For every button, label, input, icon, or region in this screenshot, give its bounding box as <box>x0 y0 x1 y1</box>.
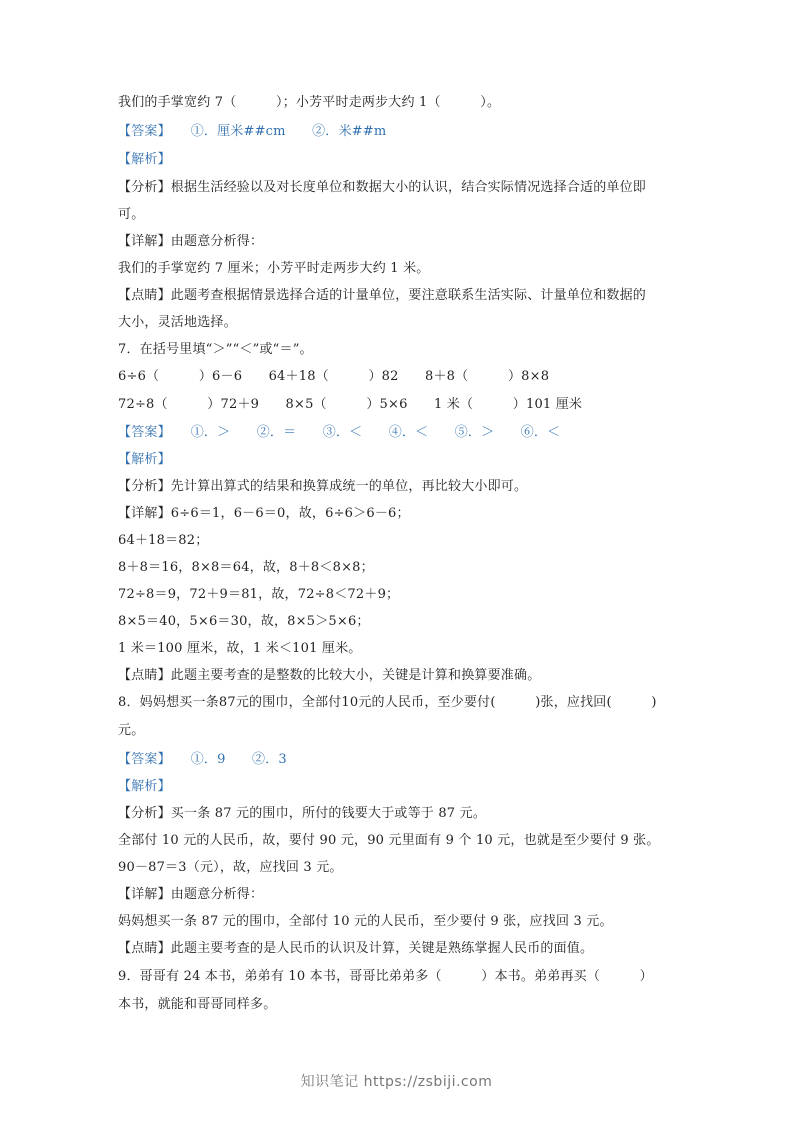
analysis-text-8b: 全部付 10 元的人民币，故，要付 90 元，90 元里面有 9 个 10 元，也就是至少要付 9 张。 <box>118 833 660 848</box>
page-footer-watermark: 知识笔记 https://zsbiji.com <box>300 1074 493 1090</box>
analysis-text-8a: 【分析】买一条 87 元的围巾，所付的钱要大于或等于 87 元。 <box>118 806 487 821</box>
detail-text-7-line-6: 1 米＝100 厘米，故，1 米＜101 厘米。 <box>118 641 362 656</box>
detail-heading-6: 【详解】由题意分析得： <box>118 234 264 249</box>
question-7-title: 7．在括号里填“＞”“＜”或“＝”。 <box>118 342 313 357</box>
question-6-text: 我们的手掌宽约 7（ ）；小芳平时走两步大约 1（ ）。 <box>118 95 501 110</box>
analysis-text-7: 【分析】先计算出算式的结果和换算成统一的单位，再比较大小即可。 <box>118 479 528 494</box>
detail-text-7-line-3: 8＋8＝16，8×8＝64，故，8＋8＜8×8； <box>118 560 374 575</box>
analysis-heading-6: 【解析】 <box>118 152 171 167</box>
analysis-text-6a: 【分析】根据生活经验以及对长度单位和数据大小的认识，结合实际情况选择合适的单位即 <box>118 180 647 195</box>
question-8-text: 8．妈妈想买一条87元的围巾，全部付10元的人民币，至少要付( )张，应找回( ) <box>118 695 657 710</box>
detail-text-7-line-1: 【详解】6÷6＝1，6－6＝0，故，6÷6＞6－6； <box>118 506 410 521</box>
tip-text-7: 【点睛】此题主要考查的是整数的比较大小，关键是计算和换算要准确。 <box>118 668 541 683</box>
detail-text-7-line-5: 8×5＝40，5×6＝30，故，8×5＞5×6； <box>118 614 370 629</box>
detail-text-7-line-4: 72÷8＝9，72＋9＝81，故，72÷8＜72＋9； <box>118 587 400 602</box>
analysis-heading-8: 【解析】 <box>118 779 171 794</box>
analysis-heading-7: 【解析】 <box>118 452 171 467</box>
analysis-text-8c: 90－87＝3（元），故，应找回 3 元。 <box>118 860 343 875</box>
detail-text-8: 妈妈想买一条 87 元的围巾，全部付 10 元的人民币，至少要付 9 张，应找回 3 元。 <box>118 914 613 929</box>
tip-text-8: 【点睛】此题主要考查的是人民币的认识及计算，关键是熟练掌握人民币的面值。 <box>118 941 594 956</box>
question-8-text-cont: 元。 <box>118 723 145 738</box>
analysis-text-6b: 可。 <box>118 207 145 222</box>
tip-text-6a: 【点睛】此题考查根据情景选择合适的计量单位，要注意联系生活实际、计量单位和数据的 <box>118 288 647 303</box>
detail-heading-8: 【详解】由题意分析得： <box>118 887 264 902</box>
detail-text-7-line-2: 64＋18＝82； <box>118 533 209 548</box>
answer-label-7: 【答案】 ①．＞ ②．＝ ③．＜ ④．＜ ⑤．＞ ⑥．＜ <box>118 425 561 440</box>
answer-label-6: 【答案】 ①．厘米##cm ②．米##m <box>118 124 387 139</box>
answer-label-8: 【答案】 ①．9 ②．3 <box>118 752 287 767</box>
detail-text-6: 我们的手掌宽约 7 厘米；小芳平时走两步大约 1 米。 <box>118 261 430 276</box>
question-9-text-cont: 本书，就能和哥哥同样多。 <box>118 997 277 1012</box>
question-7-row-1: 6÷6（ ）6－6 64＋18（ ）82 8＋8（ ）8×8 <box>118 369 550 384</box>
question-7-row-2: 72÷8（ ）72＋9 8×5（ ）5×6 1 米（ ）101 厘米 <box>118 397 583 412</box>
tip-text-6b: 大小，灵活地选择。 <box>118 315 237 330</box>
question-9-text: 9．哥哥有 24 本书，弟弟有 10 本书，哥哥比弟弟多（ ）本书。弟弟再买（ ） <box>118 969 653 984</box>
